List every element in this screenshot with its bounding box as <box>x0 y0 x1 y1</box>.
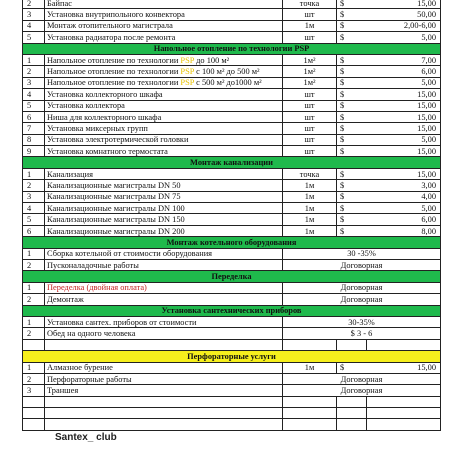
service-area-range: с 500 м² до1000 м² <box>196 78 262 88</box>
price-value: Договорная <box>283 282 441 293</box>
currency-cell: $ <box>337 20 367 31</box>
row-number: 1 <box>23 54 45 65</box>
empty-row <box>23 396 441 407</box>
currency-cell: $ <box>337 203 367 214</box>
service-name: Обед на одного человека <box>45 328 283 339</box>
currency-cell: $ <box>337 362 367 373</box>
service-name-text: Напольное отопление по технологии <box>47 67 179 77</box>
section-header-row <box>23 237 441 248</box>
table-row <box>23 0 441 9</box>
unit-cell: 1м <box>283 20 337 31</box>
service-area-range: с 100 м² до 500 м² <box>196 67 260 77</box>
empty-row <box>23 339 441 350</box>
price-value: Договорная <box>283 259 441 270</box>
unit-cell: шт <box>283 89 337 100</box>
unit-cell: 1м² <box>283 77 337 88</box>
table-row <box>23 385 441 396</box>
table-row <box>23 89 441 100</box>
currency-cell: $ <box>337 32 367 43</box>
unit-cell: шт <box>283 123 337 134</box>
row-number: 2 <box>23 373 45 384</box>
unit-cell: шт <box>283 134 337 145</box>
empty-cell <box>367 408 441 419</box>
table-row <box>23 9 441 20</box>
row-number: 2 <box>23 0 45 9</box>
price-cell: 5,00 <box>367 203 441 214</box>
service-name: Демонтаж <box>45 294 283 305</box>
table-row <box>23 32 441 43</box>
unit-cell: шт <box>283 146 337 157</box>
row-number: 8 <box>23 134 45 145</box>
table-row <box>23 191 441 202</box>
row-number: 5 <box>23 32 45 43</box>
price-value: 30-35% <box>283 316 441 327</box>
currency-cell: $ <box>337 214 367 225</box>
service-area-range: до 100 м² <box>196 55 230 65</box>
table-row <box>23 362 441 373</box>
service-name: Сборка котельной от стоимости оборудования <box>45 248 283 259</box>
unit-cell: 1м² <box>283 54 337 65</box>
price-cell: 50,00 <box>367 9 441 20</box>
service-name: Канализационные магистралы DN 150 <box>45 214 283 225</box>
table-row <box>23 203 441 214</box>
price-table-body <box>23 0 441 430</box>
service-name: Установка радиатора после ремонта <box>45 32 283 43</box>
unit-cell: 1м² <box>283 66 337 77</box>
empty-cell <box>283 408 337 419</box>
currency-cell: $ <box>337 225 367 236</box>
currency-cell: $ <box>337 100 367 111</box>
row-number: 1 <box>23 316 45 327</box>
service-name <box>45 77 283 88</box>
service-name: Перфораторные работы <box>45 373 283 384</box>
empty-cell <box>23 339 45 350</box>
row-number: 2 <box>23 294 45 305</box>
empty-cell <box>367 396 441 407</box>
section-title: Монтаж котельного оборудования <box>23 237 441 248</box>
currency-cell: $ <box>337 77 367 88</box>
unit-cell: шт <box>283 100 337 111</box>
table-row <box>23 259 441 270</box>
psp-label: PSP <box>180 67 195 77</box>
table-row <box>23 111 441 122</box>
empty-cell <box>337 339 367 350</box>
table-row <box>23 54 441 65</box>
row-number: 3 <box>23 77 45 88</box>
section-title: Напольное отопление по технологии PSP <box>23 43 441 54</box>
price-cell: 7,00 <box>367 54 441 65</box>
unit-cell: шт <box>283 9 337 20</box>
row-number: 1 <box>23 168 45 179</box>
service-name: Монтаж отопительного магистрала <box>45 20 283 31</box>
price-value: Договорная <box>283 373 441 384</box>
section-header-row <box>23 43 441 54</box>
service-name: Установка внутрипольного конвектора <box>45 9 283 20</box>
unit-cell: 1м <box>283 362 337 373</box>
price-cell: 5,00 <box>367 77 441 88</box>
price-cell: 15,00 <box>367 123 441 134</box>
row-number: 2 <box>23 180 45 191</box>
currency-cell: $ <box>337 54 367 65</box>
service-name-text: Напольное отопление по технологии <box>47 78 179 88</box>
row-number: 6 <box>23 225 45 236</box>
price-value: Договорная <box>283 294 441 305</box>
row-number: 3 <box>23 385 45 396</box>
service-name: Канализационные магистралы DN 100 <box>45 203 283 214</box>
price-cell: 15,00 <box>367 111 441 122</box>
row-number: 1 <box>23 282 45 293</box>
unit-cell: шт <box>283 32 337 43</box>
price-cell: 6,00 <box>367 66 441 77</box>
table-row <box>23 134 441 145</box>
empty-cell <box>283 339 337 350</box>
table-row <box>23 180 441 191</box>
currency-cell: $ <box>337 168 367 179</box>
service-name: Канализационные магистралы DN 200 <box>45 225 283 236</box>
currency-cell: $ <box>337 134 367 145</box>
table-row <box>23 294 441 305</box>
empty-cell <box>23 396 45 407</box>
price-value: Договорная <box>283 385 441 396</box>
table-row <box>23 66 441 77</box>
service-name-text: Напольное отопление по технологии <box>47 55 179 65</box>
table-row <box>23 214 441 225</box>
table-row <box>23 248 441 259</box>
service-name: Установка комнатного термостата <box>45 146 283 157</box>
empty-cell <box>23 408 45 419</box>
empty-cell <box>45 396 283 407</box>
currency-cell: $ <box>337 191 367 202</box>
row-number: 6 <box>23 111 45 122</box>
service-name: Установка коллектора <box>45 100 283 111</box>
empty-cell <box>337 408 367 419</box>
row-number: 1 <box>23 362 45 373</box>
service-name: Канализация <box>45 168 283 179</box>
empty-row <box>23 408 441 419</box>
currency-cell: $ <box>337 9 367 20</box>
empty-cell <box>367 339 441 350</box>
empty-cell <box>337 396 367 407</box>
unit-cell: точка <box>283 0 337 9</box>
service-name: Ниша для коллекторного шкафа <box>45 111 283 122</box>
table-row <box>23 168 441 179</box>
currency-cell: $ <box>337 111 367 122</box>
price-value: 30 -35% <box>283 248 441 259</box>
table-row <box>23 77 441 88</box>
unit-cell: 1м <box>283 203 337 214</box>
section-header-row <box>23 351 441 362</box>
table-row <box>23 146 441 157</box>
table-row <box>23 123 441 134</box>
price-cell: 15,00 <box>367 89 441 100</box>
row-number: 5 <box>23 214 45 225</box>
empty-cell <box>23 419 45 430</box>
currency-cell: $ <box>337 0 367 9</box>
currency-cell: $ <box>337 180 367 191</box>
table-row <box>23 100 441 111</box>
section-title: Переделка <box>23 271 441 282</box>
service-name: Установка миксерных групп <box>45 123 283 134</box>
table-row <box>23 328 441 339</box>
unit-cell: 1м <box>283 214 337 225</box>
empty-cell <box>367 419 441 430</box>
price-cell: 8,00 <box>367 225 441 236</box>
section-header-row <box>23 157 441 168</box>
price-cell: 4,00 <box>367 191 441 202</box>
psp-label: PSP <box>180 55 195 65</box>
row-number: 3 <box>23 191 45 202</box>
table-row <box>23 373 441 384</box>
section-title: Монтаж канализации <box>23 157 441 168</box>
empty-cell <box>45 419 283 430</box>
row-number: 4 <box>23 203 45 214</box>
table-row <box>23 20 441 31</box>
table-row <box>23 282 441 293</box>
price-cell: 2,00-6,00 <box>367 20 441 31</box>
service-name: Установка сантех. приборов от стоимости <box>45 316 283 327</box>
unit-cell: 1м <box>283 180 337 191</box>
empty-cell <box>337 419 367 430</box>
price-cell: 15,00 <box>367 168 441 179</box>
currency-cell: $ <box>337 123 367 134</box>
empty-cell <box>283 419 337 430</box>
empty-cell <box>283 396 337 407</box>
service-name: Алмазное бурение <box>45 362 283 373</box>
footer-signature: Santex_ club <box>55 432 117 443</box>
row-number: 3 <box>23 9 45 20</box>
row-number: 7 <box>23 123 45 134</box>
service-name: Канализационные магистралы DN 50 <box>45 180 283 191</box>
unit-cell: точка <box>283 168 337 179</box>
unit-cell: шт <box>283 111 337 122</box>
empty-cell <box>45 408 283 419</box>
row-number: 4 <box>23 20 45 31</box>
row-number: 2 <box>23 328 45 339</box>
section-header-row <box>23 271 441 282</box>
price-value: $ 3 - 6 <box>283 328 441 339</box>
currency-cell: $ <box>337 89 367 100</box>
currency-cell: $ <box>337 146 367 157</box>
psp-label: PSP <box>180 78 195 88</box>
empty-row <box>23 419 441 430</box>
service-name: Пусконаладочные работы <box>45 259 283 270</box>
price-cell: 15,00 <box>367 146 441 157</box>
price-cell: 15,00 <box>367 100 441 111</box>
service-name <box>45 54 283 65</box>
table-row <box>23 225 441 236</box>
section-title: Установка сантехнических приборов <box>23 305 441 316</box>
price-cell: 6,00 <box>367 214 441 225</box>
price-cell: 5,00 <box>367 134 441 145</box>
price-cell: 15,00 <box>367 0 441 9</box>
price-cell: 15,00 <box>367 362 441 373</box>
unit-cell: 1м <box>283 225 337 236</box>
service-name: Байпас <box>45 0 283 9</box>
row-number: 9 <box>23 146 45 157</box>
empty-cell <box>45 339 283 350</box>
service-name: Канализационные магистралы DN 75 <box>45 191 283 202</box>
currency-cell: $ <box>337 66 367 77</box>
price-cell: 3,00 <box>367 180 441 191</box>
row-number: 2 <box>23 66 45 77</box>
row-number: 2 <box>23 259 45 270</box>
row-number: 1 <box>23 248 45 259</box>
row-number: 4 <box>23 89 45 100</box>
service-name: Траншея <box>45 385 283 396</box>
service-name: Переделка (двойная оплата) <box>45 282 283 293</box>
price-table <box>22 0 441 431</box>
table-row <box>23 316 441 327</box>
section-title: Перфораторные услуги <box>23 351 441 362</box>
section-header-row <box>23 305 441 316</box>
unit-cell: 1м <box>283 191 337 202</box>
service-name: Установка электротермической головки <box>45 134 283 145</box>
service-name <box>45 66 283 77</box>
row-number: 5 <box>23 100 45 111</box>
price-cell: 5,00 <box>367 32 441 43</box>
service-name: Установка коллекторного шкафа <box>45 89 283 100</box>
